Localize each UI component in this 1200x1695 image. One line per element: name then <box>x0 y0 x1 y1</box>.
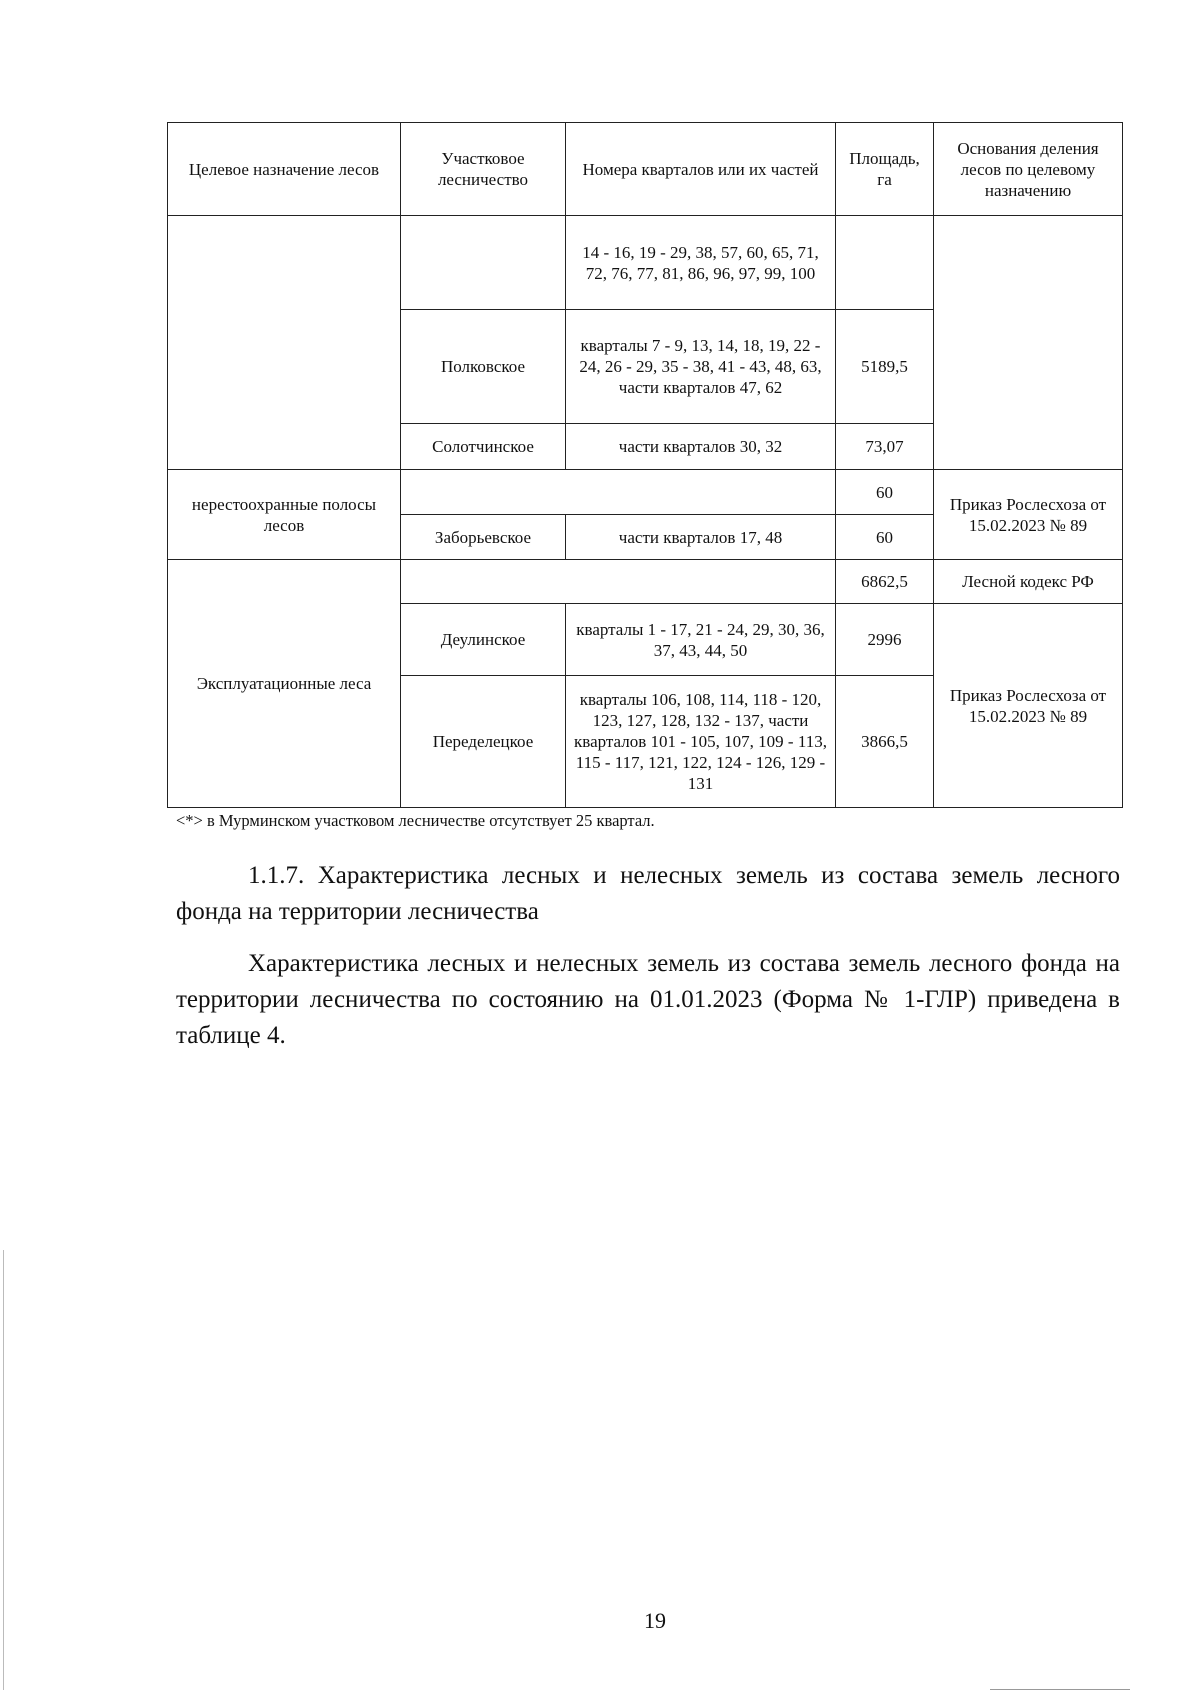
header-district: Участковое лесничество <box>401 123 566 216</box>
district-cell: Полковское <box>401 310 566 424</box>
quarters-cell: кварталы 7 - 9, 13, 14, 18, 19, 22 - 24, 26 - 29, 35 - 38, 41 - 43, 48, 63, части кварталов 47, 62 <box>566 310 836 424</box>
table-row <box>168 560 1123 604</box>
quarters-cell: кварталы 106, 108, 114, 118 - 120, 123, 127, 128, 132 - 137, части кварталов 101 - 105, 107, 109 - 113, 115 - 117, 121, 122, 124 - 126, 129 - 131 <box>566 676 836 808</box>
table-header-row <box>168 123 1123 216</box>
forest-purpose-table <box>167 122 1123 808</box>
body-paragraph: Характеристика лесных и нелесных земель из состава земель лесного фонда на территории лесничества по состоянию на 01.01.2023 (Форма № 1-ГЛР) приведена в таблице 4. <box>176 950 1120 1049</box>
district-cell: Переделецкое <box>401 676 566 808</box>
district-cell-empty <box>401 216 566 310</box>
header-basis: Основания деления лесов по целевому назначению <box>934 123 1123 216</box>
table-row <box>168 470 1123 515</box>
scan-edge-line <box>990 1689 1130 1690</box>
quarters-cell: 14 - 16, 19 - 29, 38, 57, 60, 65, 71, 72, 76, 77, 81, 86, 96, 97, 99, 100 <box>566 216 836 310</box>
scan-edge-line <box>3 1250 4 1690</box>
area-cell-empty <box>836 216 934 310</box>
basis-cell: Лесной кодекс РФ <box>934 560 1123 604</box>
area-cell: 60 <box>836 515 934 560</box>
district-cell: Заборьевское <box>401 515 566 560</box>
district-quarters-cell-empty <box>401 470 836 515</box>
quarters-cell: части кварталов 30, 32 <box>566 424 836 470</box>
table-footnote: <*> в Мурминском участковом лесничестве отсутствует 25 квартал. <box>176 811 655 830</box>
quarters-cell: кварталы 1 - 17, 21 - 24, 29, 30, 36, 37, 43, 44, 50 <box>566 604 836 676</box>
basis-cell: Приказ Рослесхоза от 15.02.2023 № 89 <box>934 470 1123 560</box>
table-row <box>168 216 1123 310</box>
area-cell: 73,07 <box>836 424 934 470</box>
area-cell: 6862,5 <box>836 560 934 604</box>
header-area: Площадь, га <box>836 123 934 216</box>
district-cell: Деулинское <box>401 604 566 676</box>
area-cell: 2996 <box>836 604 934 676</box>
purpose-cell: нерестоохранные полосы лесов <box>168 470 401 560</box>
header-purpose: Целевое назначение лесов <box>168 123 401 216</box>
quarters-cell: части кварталов 17, 48 <box>566 515 836 560</box>
header-quarters: Номера кварталов или их частей <box>566 123 836 216</box>
area-cell: 3866,5 <box>836 676 934 808</box>
page-number: 19 <box>644 1608 666 1633</box>
area-cell: 5189,5 <box>836 310 934 424</box>
purpose-cell-empty <box>168 216 401 470</box>
area-cell: 60 <box>836 470 934 515</box>
basis-cell: Приказ Рослесхоза от 15.02.2023 № 89 <box>934 604 1123 808</box>
district-quarters-cell-empty <box>401 560 836 604</box>
purpose-cell: Эксплуатационные леса <box>168 560 401 808</box>
district-cell: Солотчинское <box>401 424 566 470</box>
basis-cell-empty <box>934 216 1123 470</box>
section-heading: 1.1.7. Характеристика лесных и нелесных земель из состава земель лесного фонда на территории лесничества <box>176 862 1120 925</box>
